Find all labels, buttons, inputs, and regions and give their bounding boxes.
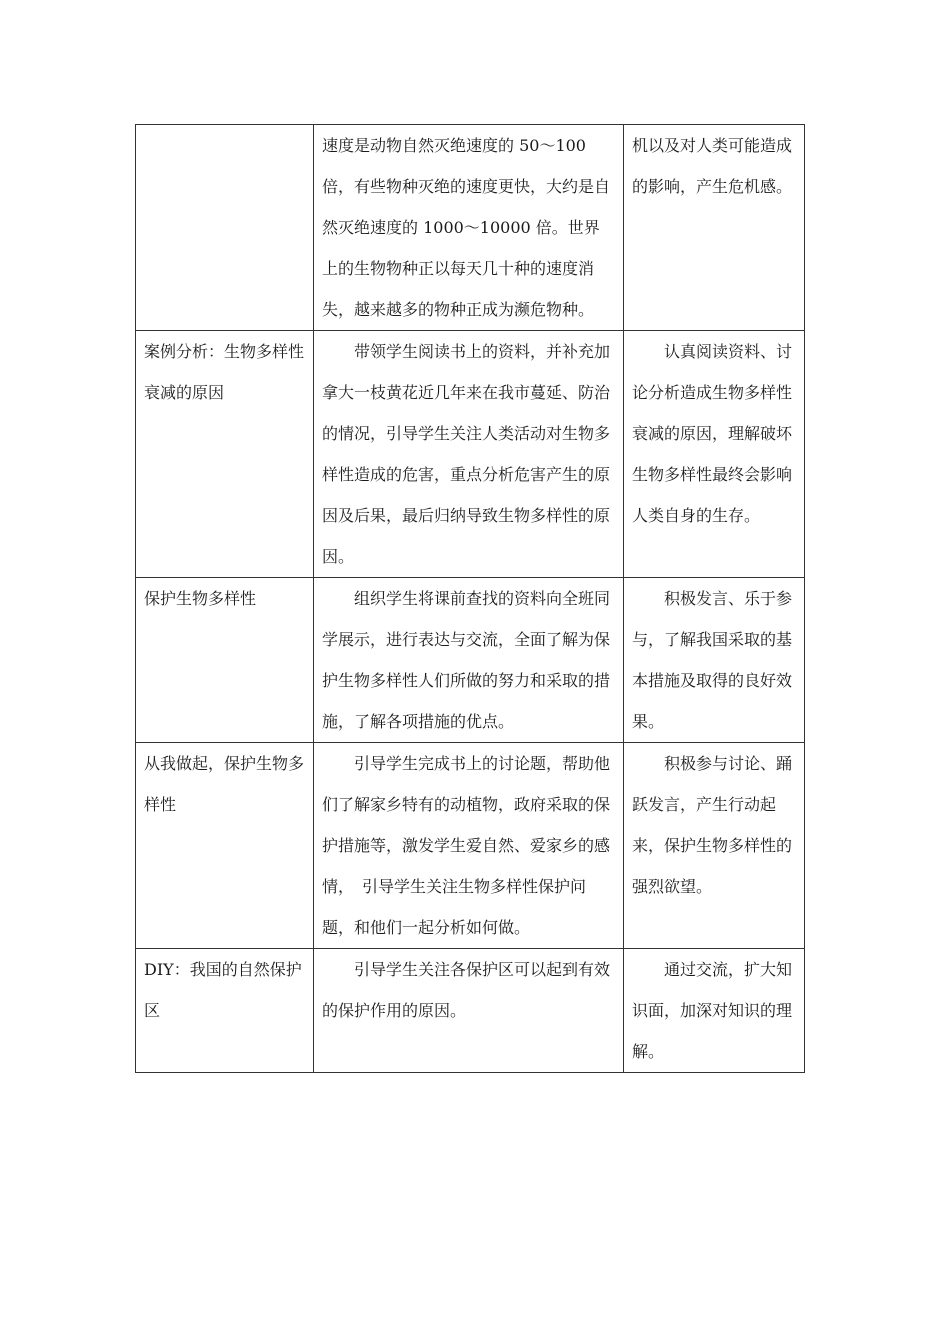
teacher-activity-cell: 组织学生将课前查找的资料向全班同学展示，进行表达与交流，全面了解为保护生物多样性人们所做的努力和采取的措施，了解各项措施的优点。	[314, 578, 624, 743]
teacher-activity-cell: 带领学生阅读书上的资料，并补充加拿大一枝黄花近几年来在我市蔓延、防治的情况，引导学生关注人类活动对生物多样性造成的危害，重点分析危害产生的原因及后果，最后归纳导致生物多样性的原因。	[314, 331, 624, 578]
student-activity-cell: 机以及对人类可能造成的影响，产生危机感。	[624, 125, 805, 331]
activity-cell	[136, 125, 314, 331]
teacher-activity-cell: 速度是动物自然灭绝速度的 50～100倍，有些物种灭绝的速度更快，大约是自然灭绝速度的 1000～10000 倍。世界上的生物物种正以每天几十种的速度消失，越来越多的物种正成为濒危物种。	[314, 125, 624, 331]
student-activity-cell: 认真阅读资料、讨论分析造成生物多样性衰减的原因，理解破坏生物多样性最终会影响人类自身的生存。	[624, 331, 805, 578]
table-row	[136, 331, 805, 578]
activity-cell: 从我做起，保护生物多样性	[136, 743, 314, 949]
table-row	[136, 743, 805, 949]
activity-cell: 案例分析：生物多样性衰减的原因	[136, 331, 314, 578]
lesson-plan-table	[135, 124, 805, 1073]
activity-cell: DIY：我国的自然保护区	[136, 949, 314, 1073]
table-row	[136, 949, 805, 1073]
student-activity-cell: 积极发言、乐于参与，了解我国采取的基本措施及取得的良好效果。	[624, 578, 805, 743]
teacher-activity-cell: 引导学生完成书上的讨论题，帮助他们了解家乡特有的动植物，政府采取的保护措施等，激发学生爱自然、爱家乡的感情， 引导学生关注生物多样性保护问题，和他们一起分析如何做。	[314, 743, 624, 949]
table-row	[136, 578, 805, 743]
teacher-activity-cell: 引导学生关注各保护区可以起到有效的保护作用的原因。	[314, 949, 624, 1073]
table-row	[136, 125, 805, 331]
student-activity-cell: 通过交流，扩大知识面，加深对知识的理解。	[624, 949, 805, 1073]
student-activity-cell: 积极参与讨论、踊跃发言，产生行动起来，保护生物多样性的强烈欲望。	[624, 743, 805, 949]
activity-cell: 保护生物多样性	[136, 578, 314, 743]
